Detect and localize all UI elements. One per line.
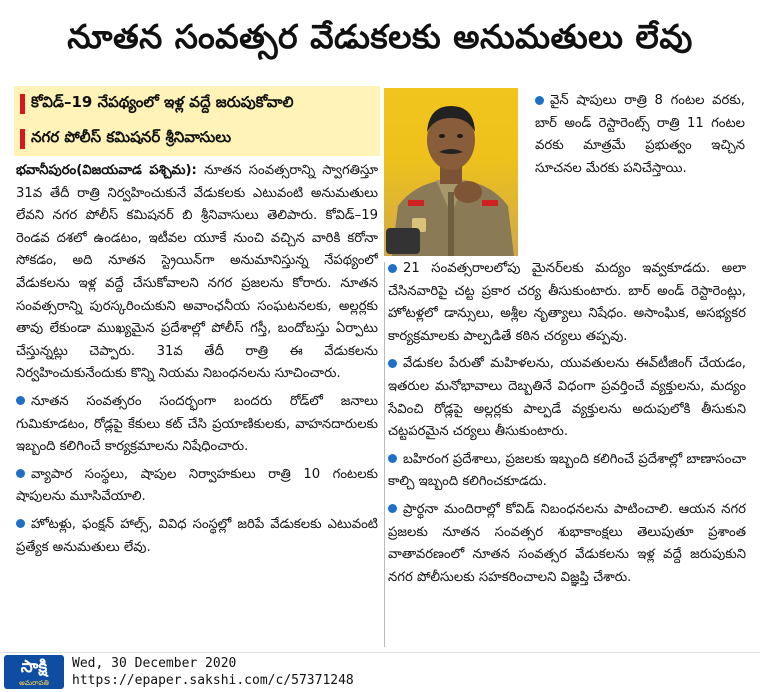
bullet-dot-icon (388, 454, 397, 463)
commissioner-photo (384, 88, 518, 256)
bullet-dot-icon (535, 96, 544, 105)
bullet-text: వైన్‌ షాపులు రాత్రి 8 గంటల వరకు, బార్‌ అండ్‌ రెస్టారెంట్స్‌ రాత్రి 11 గంటల వరకు మాత్రమే ప్రభుత్వం ఇచ్చిన సూచనల మేరకు పనిచేస్తాయి. (535, 93, 745, 176)
bullet-item (16, 464, 378, 509)
bullet-item (388, 449, 746, 494)
dateline: భవానీపురం(విజయవాడ పశ్చిమ): (16, 163, 197, 178)
article-right-column (388, 258, 746, 650)
bullet-item (388, 258, 746, 348)
subhead-box (14, 86, 380, 156)
headline: నూతన సంవత్సర వేడుకలకు అనుమతులు లేవు (67, 17, 693, 56)
bullet-item (16, 391, 378, 459)
bullet-dot-icon (388, 359, 397, 368)
lead-text: నూతన సంవత్సరాన్ని స్వాగతిస్తూ 31వ తేదీ రాత్రి నిర్వహించుకునే వేడుకలకు ఎటువంటి అనుమతులు లేవని నగర పోలీస్‌ కమిషనర్‌ బి శ్రీనివాసులు తెలిపారు. కోవిడ్‌–19 రెండవ దశలో ఉండటం, ఇటీవల యూకే నుంచి వచ్చిన వారికి కరోనా సోకడం, అది నూతన స్ట్రెయిన్‌గా అనుమానిస్తున్న నేపథ్యంలో వేడుకలను ఇళ్ల వద్దే చేసుకోవాలని నగర ప్రజలను కోరారు. నూతన సంవత్సరాన్ని పురస్కరించుకుని అవాంఛనీయ సంఘటనలకు, అల్లర్లకు తావు లేకుండా ముఖ్యమైన ప్రదేశాల్లో పోలీస్‌ గస్తీ, బందోబస్తు ఏర్పాటు చేస్తున్నట్లు చెప్పారు. 31వ తేదీ రాత్రి ఈ వేడుకలను నిర్వహించుకునేందుకు కొన్ని నియమ నిబంధనలను సూచించారు. (16, 163, 378, 382)
bullet-text: హోటళ్లు, ఫంక్షన్‌ హాల్స్, వివిధ సంస్థల్లో జరిపే వేడుకలకు ఎటువంటి ప్రత్యేక అనుమతులు లేవు. (16, 516, 378, 555)
subhead-marker (20, 129, 25, 149)
bullet-text: ప్రార్థనా మందిరాల్లో కోవిడ్‌ నిబంధనలను పాటించాలి. (403, 501, 673, 517)
footer-info (72, 655, 354, 689)
closing-text: ఆయన నగర ప్రజలకు నూతన సంవత్సర శుభాకాంక్షలు తెలుపుతూ ప్రశాంత వాతావరణంలో నూతన సంవత్సర వేడుకలను ఇళ్ల వద్దే జరుపుకుని నగర పోలీసులకు సహకరించాలని విజ్ఞప్తి చేశారు. (388, 501, 746, 585)
bullet-item (535, 90, 745, 180)
bullet-text: 21 సంవత్సరాలలోపు మైనర్‌లకు మద్యం ఇవ్వకూడదు. అలా చేసినవారిపై చట్ట ప్రకార చర్య తీసుకుంటారు. బార్‌ అండ్‌ రెస్టారెంట్లు, హోటళ్లలో డాన్సులు, అశ్లీల నృత్యాలు నిషేధం. అసాంఘిక, అసభ్యకర కార్యక్రమాలకు పాల్పడితే కఠిన చర్యలు తప్పవు. (388, 261, 746, 344)
column-divider (384, 262, 385, 647)
bullet-text: బహిరంగ ప్రదేశాలు, ప్రజలకు ఇబ్బంది కలిగించే ప్రదేశాల్లో బాణాసంచా కాల్చి ఇబ్బంది కలిగించకూడదు. (388, 451, 746, 490)
edition-date: Wed, 30 December 2020 (72, 656, 237, 671)
logo-text: సాక్షి (20, 657, 48, 677)
article-lead (16, 160, 378, 386)
article-left-column (16, 160, 378, 648)
bullet-text: వ్యాపార సంస్థలు, షాపుల నిర్వాహకులు రాత్రి 10 గంటలకు షాపులను మూసివేయాలి. (16, 466, 378, 505)
footer (0, 652, 760, 692)
bullet-dot-icon (16, 519, 25, 528)
bullet-text: నూతన సంవత్సరం సందర్భంగా బందరు రోడ్‌లో జనాలు గుమికూడటం, రోడ్లపై కేకులు కట్‌ చేసి ప్రయాణికులకు, వాహనదారులకు ఇబ్బంది కలిగించే కార్యక్రమాలను నిషేధించారు. (16, 393, 378, 455)
bullet-dot-icon (16, 469, 25, 478)
bullet-dot-icon (388, 504, 397, 513)
bullet-item (388, 499, 746, 589)
bullet-text: వేడుకల పేరుతో మహిళలను, యువతులను ఈవ్‌టీజింగ్‌ చేయడం, ఇతరుల మనోభావాలు దెబ్బతినే విధంగా ప్రవర్తించే వ్యక్తులను, మద్యం సేవించి రోడ్లపై అల్లర్లకు పాల్పడే వ్యక్తులను అదుపులోకి తీసుకుని చట్టపరమైన చర్యలు తీసుకుంటారు. (388, 356, 746, 440)
subhead-2 (14, 121, 380, 156)
article-right-top (535, 90, 745, 256)
bullet-dot-icon (16, 396, 25, 405)
logo-subtext: అమరావతి (19, 679, 49, 687)
subhead-text-2: నగర పోలీస్‌ కమిషనర్‌ శ్రీనివాసులు (31, 127, 232, 146)
bullet-item (16, 514, 378, 559)
bullet-item (388, 353, 746, 443)
subhead-text-1: కోవిడ్‌–19 నేపథ్యంలో ఇళ్ల వద్దే జరుపుకోవాలి (31, 92, 294, 111)
subhead-1 (14, 86, 380, 121)
person-illustration (384, 88, 518, 256)
subhead-marker (20, 94, 25, 114)
epaper-url[interactable]: https://epaper.sakshi.com/c/57371248 (72, 673, 354, 688)
sakshi-logo (4, 655, 64, 689)
bullet-dot-icon (388, 264, 397, 273)
